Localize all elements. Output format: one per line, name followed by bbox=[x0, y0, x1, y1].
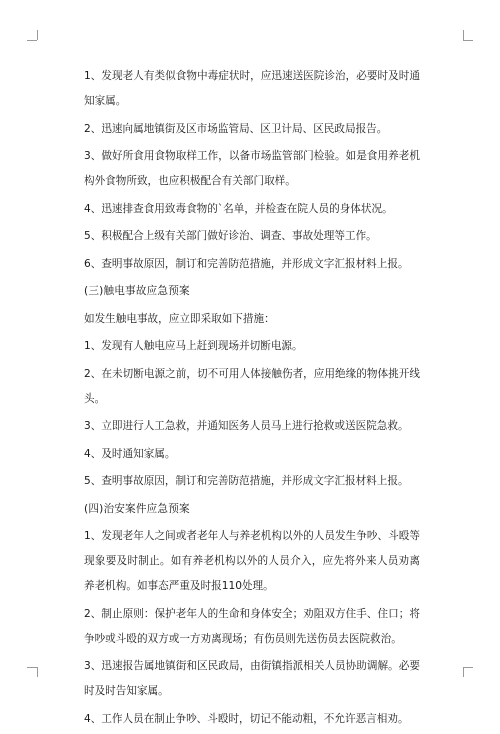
paragraph: 2、在未切断电源之前，切不可用人体接触伤者，应用绝缘的物体挑开线头。 bbox=[84, 367, 420, 405]
paragraph: 4、迅速排查食用致毒食物的`名单，并检查在院人员的身体状况。 bbox=[84, 202, 393, 215]
paragraph: 2、制止原则：保护老年人的生命和身体安全；劝阻双方住手、住口；将争吵或斗殴的双方或一方劝离现场；有伤员则先送伤员去医院救治。 bbox=[84, 607, 420, 645]
paragraph: 5、积极配合上级有关部门做好诊治、调查、事故处理等工作。 bbox=[84, 230, 377, 242]
paragraph: 4、及时通知家属。 bbox=[84, 447, 176, 460]
section-heading: (三)触电事故应急预案 bbox=[84, 285, 190, 297]
paragraph: 3、做好所食用食物取样工作，以备市场监管部门检验。如是食用养老机构外食物所致，也应积极配合有关部门取样。 bbox=[84, 150, 420, 187]
paragraph: 6、查明事故原因，制订和完善防范措施，并形成文字汇报材料上报。 bbox=[84, 257, 409, 270]
paragraph: 4、工作人员在制止争吵、斗殴时，切记不能动粗，不允许恶言相劝。 bbox=[84, 712, 409, 725]
paragraph: 5、查明事故原因，制订和完善防范措施，并形成文字汇报材料上报。 bbox=[84, 475, 409, 487]
section-heading: (四)治安案件应急预案 bbox=[84, 502, 190, 515]
paragraph: 2、迅速向属地镇街及区市场监管局、区卫计局、区民政局报告。 bbox=[84, 122, 388, 135]
paragraph: 3、迅速报告属地镇街和区民政局，由街镇指派相关人员协助调解。必要时及时告知家属。 bbox=[84, 660, 420, 697]
document-body bbox=[84, 64, 420, 734]
paragraph: 如发生触电事故，应立即采取如下措施： bbox=[84, 312, 275, 325]
paragraph: 1、发现老年人之间或者老年人与养老机构以外的人员发生争吵、斗殴等现象要及时制止。如有养老机构以外的人员介入，应先将外来人员劝离养老机构。如事态严重及时报110处理。 bbox=[84, 530, 420, 592]
paragraph: 1、发现有人触电应马上赶到现场并切断电源。 bbox=[84, 340, 303, 352]
paragraph: 1、发现老人有类似食物中毒症状时，应迅速送医院诊治，必要时及时通知家属。 bbox=[84, 70, 420, 107]
paragraph: 3、立即进行人工急救，并通知医务人员马上进行抢救或送医院急救。 bbox=[84, 420, 409, 432]
